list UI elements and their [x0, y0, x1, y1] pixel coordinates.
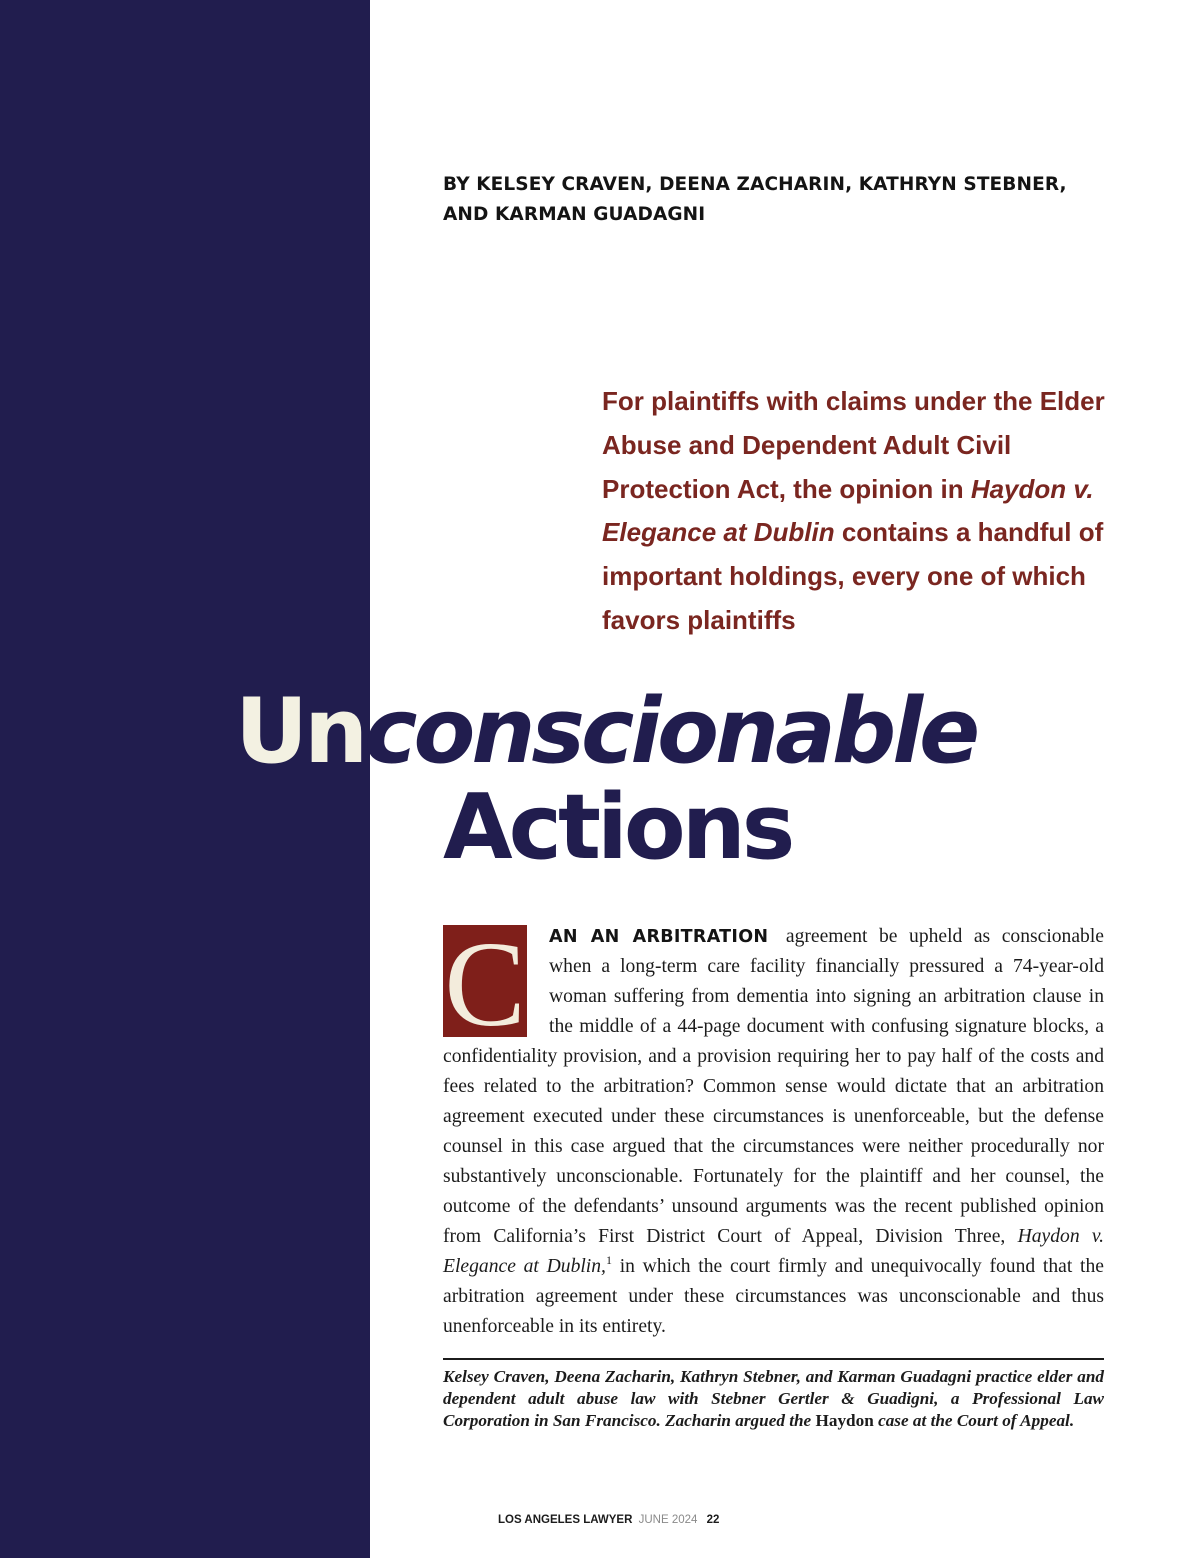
body-text-2: in which the court firmly and unequivocally found that the arbitration agreement under these circumstances was unconscionable and thus unenforceable in its entirety. [443, 1256, 1104, 1337]
title-line-2: Actions [443, 775, 792, 880]
title-conscionable: conscionable [364, 679, 977, 784]
author-bio [443, 1366, 1104, 1432]
deck-subtitle [602, 380, 1122, 643]
divider-rule [443, 1358, 1104, 1360]
bio-case-name: Haydon [815, 1411, 874, 1430]
lead-in: AN AN ARBITRATION [549, 927, 769, 947]
deck-text-2: contains a handful of important holdings, every one of which favors plaintiffs [602, 517, 1104, 635]
deck-text-1: For plaintiffs with claims under the Elder Abuse and Dependent Adult Civil Protection Act, the opinion in [602, 386, 1105, 504]
article-title [235, 679, 1195, 880]
footer-date: JUNE 2024 [638, 1514, 698, 1526]
byline-line-1: BY KELSEY CRAVEN, DEENA ZACHARIN, KATHRYN STEBNER, [443, 174, 1067, 195]
bio-text-2: case at the Court of Appeal. [873, 1411, 1075, 1430]
byline [443, 170, 1093, 230]
bio-text-1: Kelsey Craven, Deena Zacharin, Kathryn Stebner, and Karman Guadagni practice elder and dependent adult abuse law with Stebner Gertler & Guadigni, a Professional Law Corporation in San Francisco. Zacharin argued the [443, 1367, 1104, 1430]
drop-cap: C [444, 917, 526, 1052]
title-un: Un [235, 679, 365, 784]
body-text-1: agreement be upheld as conscionable when a long-term care facility financially pressured a 74-year-old woman suffering from dementia into signing an arbitration clause in the middle of a 44-page document with confusing signature blocks, a confidentiality provision, and a provision requiring her to pay half of the costs and fees related to the arbitration? Common sense would dictate that an arbitration agreement executed under these circumstances is unenforceable, but the defense counsel in this case argued that the circumstances were neither procedurally nor substantively unconscionable. Fortunately for the plaintiff and her counsel, the outcome of the defendants’ unsound arguments was the recent published opinion from California’s First District Court of Appeal, Division Three, [443, 926, 1104, 1247]
footnote-ref[interactable]: 1 [605, 1253, 612, 1267]
title-line-1 [235, 679, 1195, 784]
byline-line-2: AND KARMAN GUADAGNI [443, 204, 706, 225]
footer-publication: LOS ANGELES LAWYER [498, 1514, 633, 1526]
footer-page-number: 22 [706, 1514, 720, 1526]
article-body [443, 917, 1104, 1342]
deck-case-name: Haydon v. Elegance at Dublin [602, 473, 1094, 548]
page-footer [498, 1514, 719, 1526]
body-case-name: Haydon v. Elegance at Dublin, [443, 1226, 1104, 1277]
